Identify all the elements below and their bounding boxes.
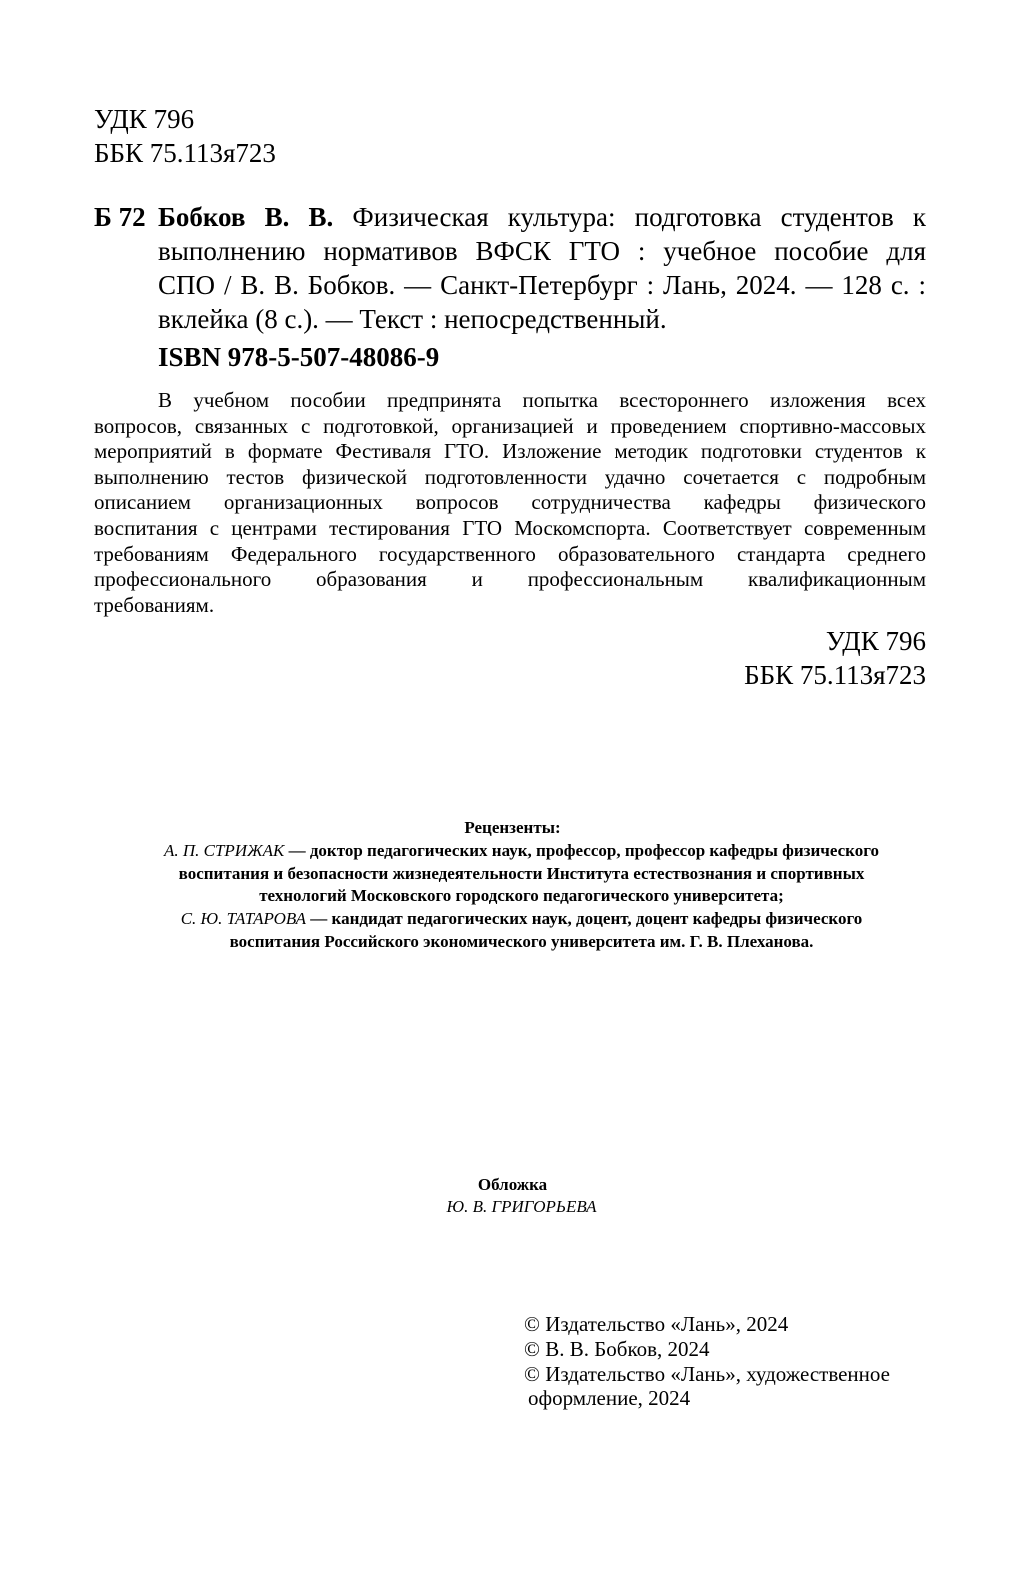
copyright-block xyxy=(524,1312,890,1411)
copyright-line: © В. В. Бобков, 2024 xyxy=(524,1336,710,1361)
cover-designer: Ю. В. ГРИГОРЬЕВА xyxy=(446,1197,597,1216)
abstract-line: профессионального образования и профессиональным квалификационным xyxy=(94,567,926,592)
reviewer-2-line-2: воспитания Российского экономического университета им. Г. В. Плеханова. xyxy=(229,931,814,951)
book-title: Физическая культура: подготовка студентов к xyxy=(333,202,926,232)
cover-credit xyxy=(0,1174,1025,1218)
bib-line-1 xyxy=(158,200,926,234)
udk-top-block xyxy=(94,102,276,170)
copyright-line: оформление, 2024 xyxy=(528,1386,691,1411)
reviewer-1-name: А. П. СТРИЖАК xyxy=(163,840,285,860)
copyright-line: © Издательство «Лань», 2024 xyxy=(524,1312,789,1336)
udk-code: УДК 796 xyxy=(94,104,195,134)
reviewer-1-line-2: воспитания и безопасности жизнедеятельности Института естествознания и спортивных xyxy=(178,863,865,883)
abstract-line: мероприятий в формате Фестиваля ГТО. Изложение методик подготовки студентов к xyxy=(94,439,926,464)
reviewer-1-line-3: технологий Московского городского педагогического университета; xyxy=(259,886,784,906)
bib-line-4: вклейка (8 с.). — Текст : непосредственный. xyxy=(158,304,667,334)
bbk-code: ББК 75.113я723 xyxy=(744,660,926,690)
abstract-line: В учебном пособии предпринята попытка всестороннего изложения всех xyxy=(158,388,926,412)
bib-line-2: выполнению нормативов ВФСК ГТО : учебное пособие для xyxy=(158,236,926,266)
abstract xyxy=(94,388,926,618)
cover-heading: Обложка xyxy=(477,1175,548,1194)
isbn: ISBN 978-5-507-48086-9 xyxy=(158,342,440,372)
reviewer-1-line-1: А. П. СТРИЖАК — доктор педагогических наук, профессор, профессор кафедры физического xyxy=(163,840,880,860)
author-mark: Б 72 xyxy=(94,202,146,232)
reviewers-heading: Рецензенты: xyxy=(464,818,561,837)
abstract-line: вопросов, связанных с подготовкой, организацией и проведением спортивно-массовых xyxy=(94,413,926,438)
reviewer-2-name: С. Ю. ТАТАРОВА xyxy=(180,909,307,929)
abstract-line: описанием организационных вопросов сотрудничества кафедры физического xyxy=(94,490,926,515)
udk-bottom-block xyxy=(744,624,926,692)
author-name: Бобков В. В. xyxy=(158,202,334,232)
abstract-line: требованиям Федерального государственного образовательного стандарта среднего xyxy=(94,541,926,566)
bbk-code: ББК 75.113я723 xyxy=(94,138,276,168)
bib-line-3: СПО / В. В. Бобков. — Санкт-Петербург : Лань, 2024. — 128 с. : xyxy=(158,270,926,300)
reviewers-block xyxy=(0,817,1025,954)
abstract-line: воспитания с центрами тестирования ГТО Москомспорта. Соответствует современным xyxy=(94,515,926,540)
abstract-line: требованиям. xyxy=(94,592,215,617)
udk-code: УДК 796 xyxy=(825,626,926,656)
bibliographic-record xyxy=(158,200,926,336)
copyright-line: © Издательство «Лань», художественное xyxy=(524,1361,890,1386)
reviewer-2-line-1: С. Ю. ТАТАРОВА — кандидат педагогических наук, доцент, доцент кафедры физического xyxy=(180,909,863,929)
abstract-line: выполнению тестов физической подготовленности удачно сочетается с подробным xyxy=(94,464,926,489)
